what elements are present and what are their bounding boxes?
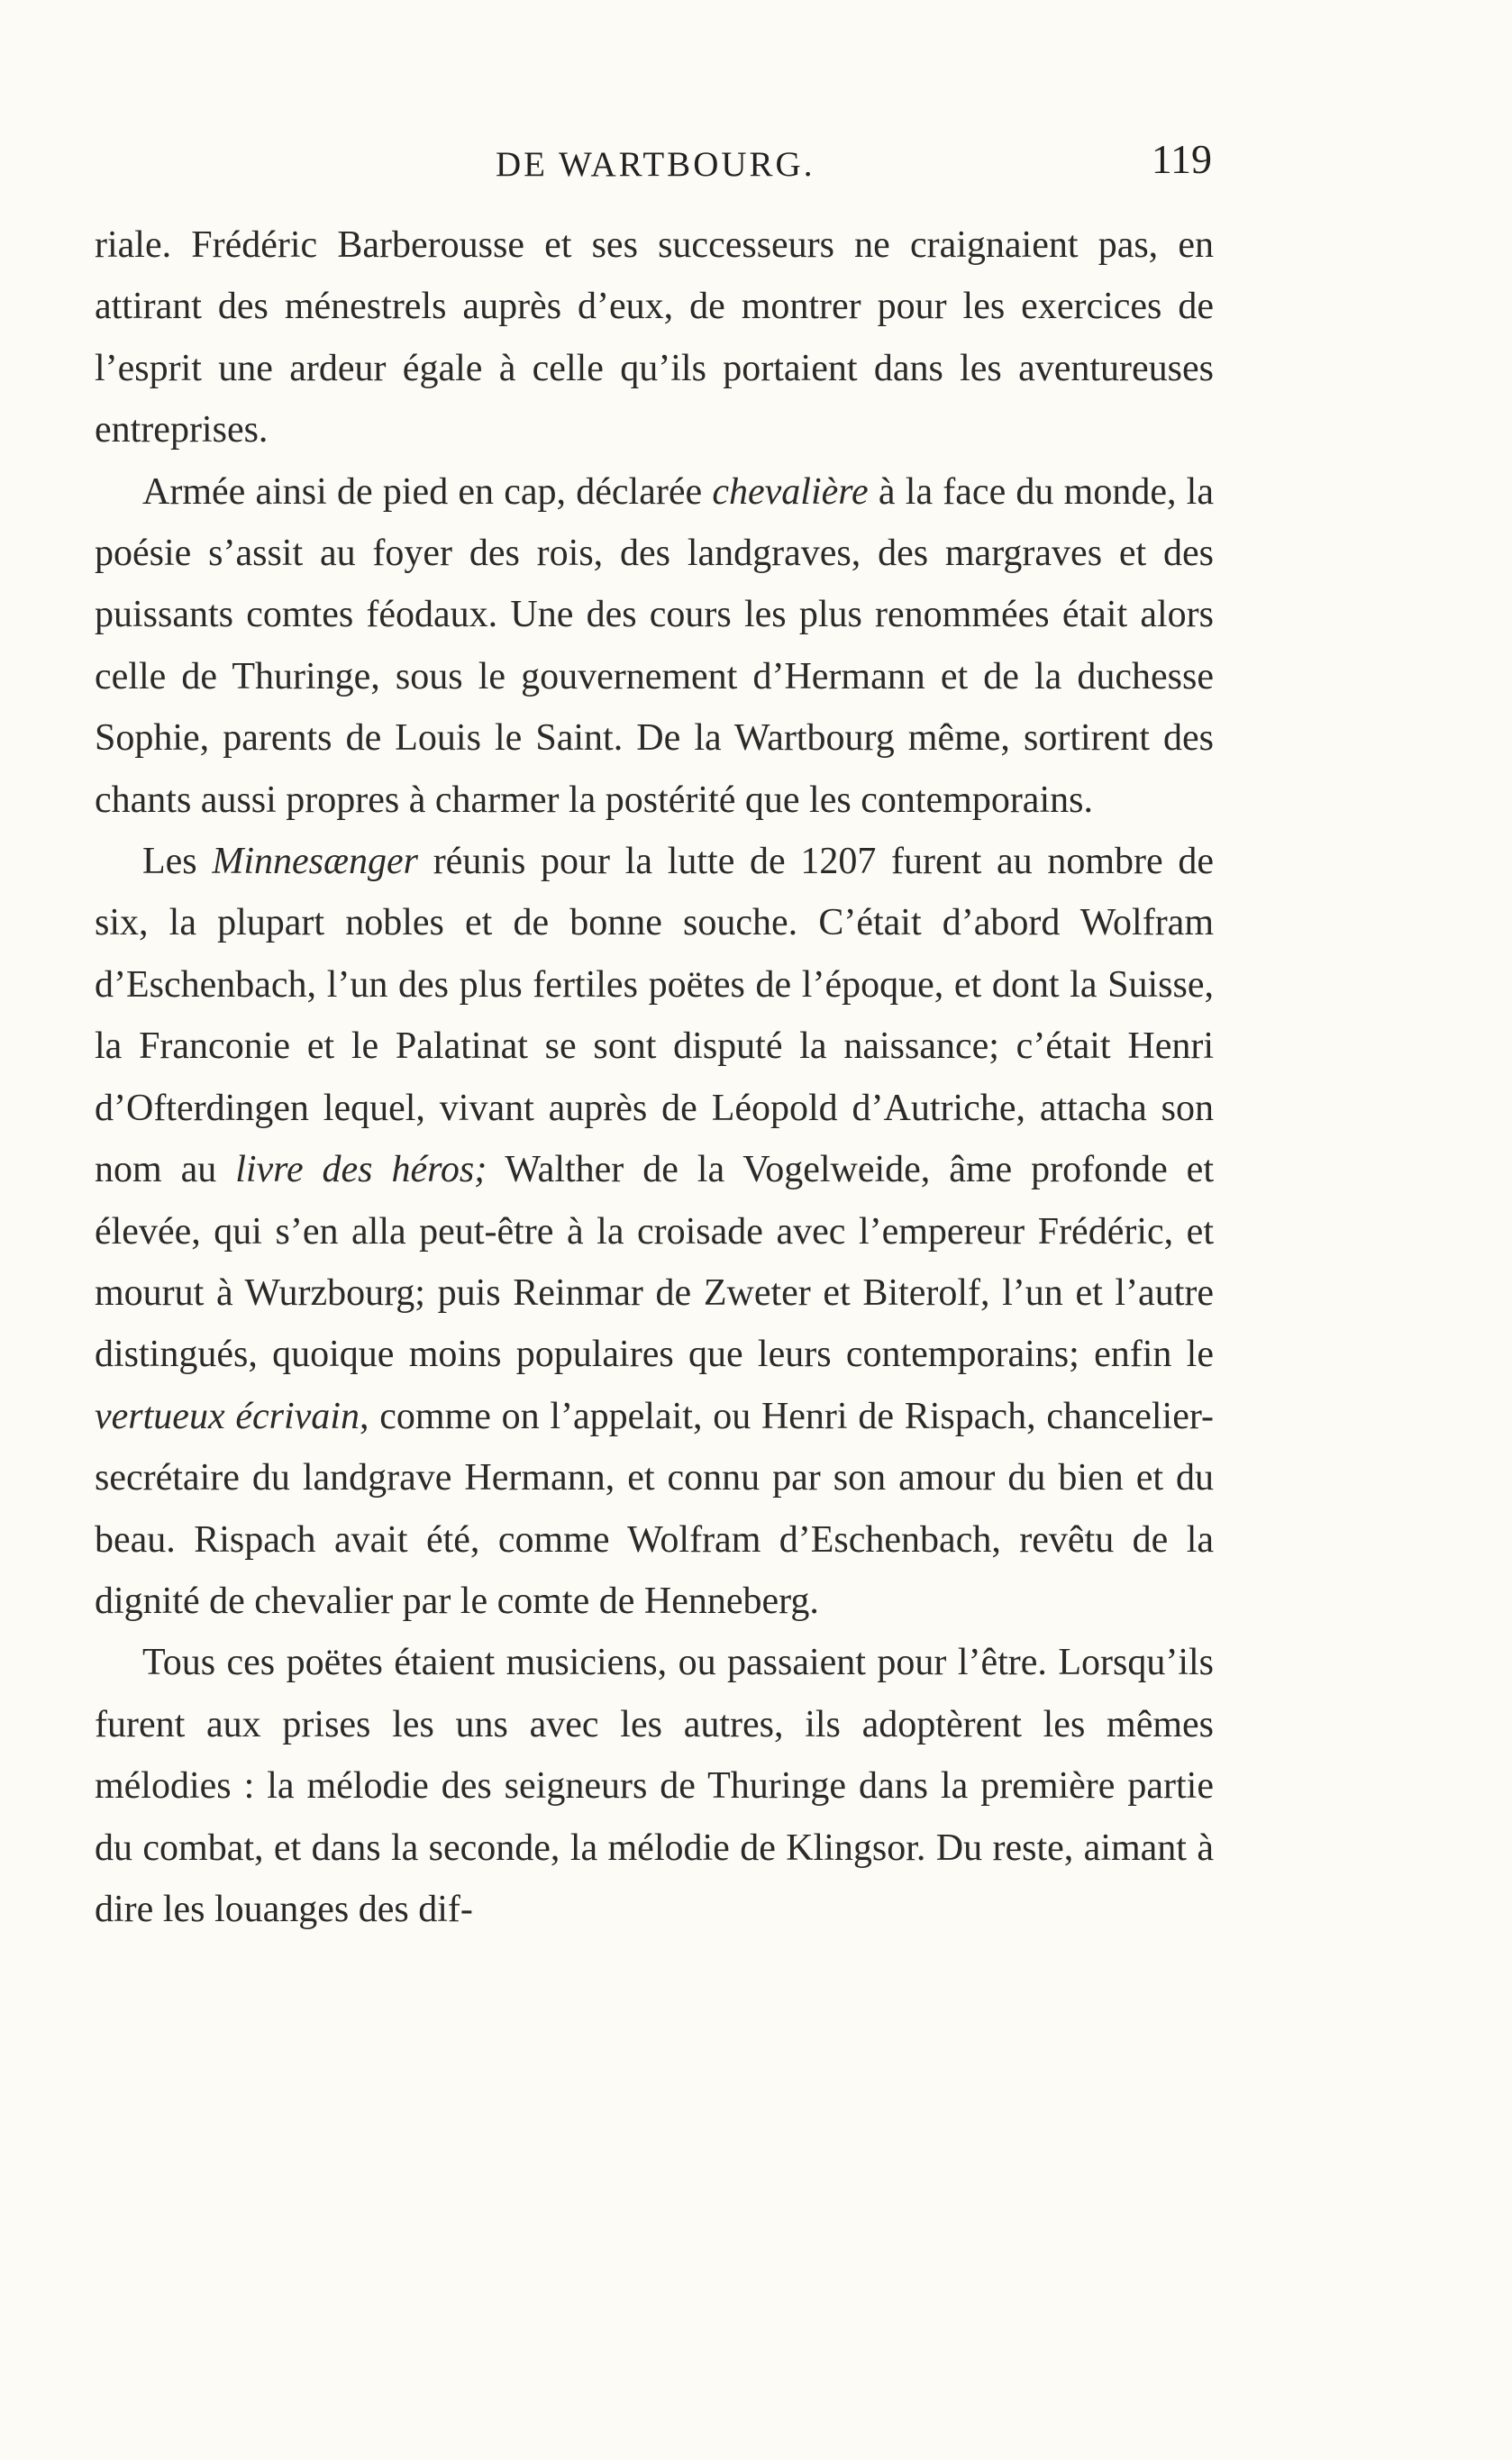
body-text <box>95 214 1214 1940</box>
paragraph-3-text-b: réunis pour la lutte de 1207 furent au nombre de six, la plupart nobles et de bonne souche. C’était d’abord Wolfram d’Eschenbach, l’un des plus fertiles poëtes de l’époque, et dont la Suisse, la Franconie et le Palatinat se sont disputé la naissance; c’était Henri d’Ofterdingen lequel, vivant auprès de Léopold d’Autriche, attacha son nom au <box>95 841 1214 1191</box>
paragraph-2-text-a: Armée ainsi de pied en cap, déclarée <box>142 470 713 513</box>
paragraph-1: riale. Frédéric Barberousse et ses successeurs ne craignaient pas, en attirant des ménestrels auprès d’eux, de montrer pour les exercices de l’esprit une ardeur égale à celle qu’ils portaient dans les aventureuses entreprises. <box>95 224 1214 451</box>
paragraph-2-emphasis: chevalière <box>712 470 869 513</box>
paragraph-3-text-a: Les <box>142 841 213 883</box>
paragraph-4: Tous ces poëtes étaient musiciens, ou passaient pour l’être. Lorsqu’ils furent aux prises les uns avec les autres, ils adoptèrent les mêmes mélodies : la mélodie des seigneurs de Thuringe dans la première partie du combat, et dans la seconde, la mélodie de Klingsor. Du reste, aimant à dire les louanges des dif- <box>95 1642 1214 1930</box>
paragraph-2-text-b: à la face du monde, la poésie s’assit au foyer des rois, des landgraves, des margraves et des puissants comtes féodaux. Une des cours les plus renommées était alors celle de Thuringe, sous le gouvernement d’Hermann et de la duchesse Sophie, parents de Louis le Saint. De la Wartbourg même, sortirent des chants aussi propres à charmer la postérité que les contemporains. <box>95 470 1214 821</box>
paragraph-3 <box>95 831 1214 1632</box>
page-number: 119 <box>1151 136 1212 182</box>
running-title: DE WARTBOURG. <box>496 145 815 184</box>
paragraph-3-emphasis-1: Minnesænger <box>212 841 418 883</box>
paragraph-3-emphasis-2: livre des héros; <box>235 1149 487 1191</box>
paragraph-3-text-c: Walther de la Vogelweide, âme profonde et élevée, qui s’en alla peut-être à la croisade avec l’empereur Frédéric, et mourut à Wurzbourg; puis Reinmar de Zweter et Biterolf, l’un et l’autre distingués, quoique moins populaires que leurs contemporains; enfin le <box>95 1149 1214 1376</box>
paragraph-3-text-d: , comme on l’appelait, ou Henri de Rispach, chancelier-secrétaire du landgrave Hermann, et connu par son amour du bien et du beau. Rispach avait été, comme Wolfram d’Eschenbach, revêtu de la dignité de chevalier par le comte de Henneberg. <box>95 1395 1215 1622</box>
paragraph-3-emphasis-3: vertueux écrivain <box>95 1395 360 1437</box>
paragraph-2 <box>95 461 1214 831</box>
page-header <box>95 126 1212 189</box>
